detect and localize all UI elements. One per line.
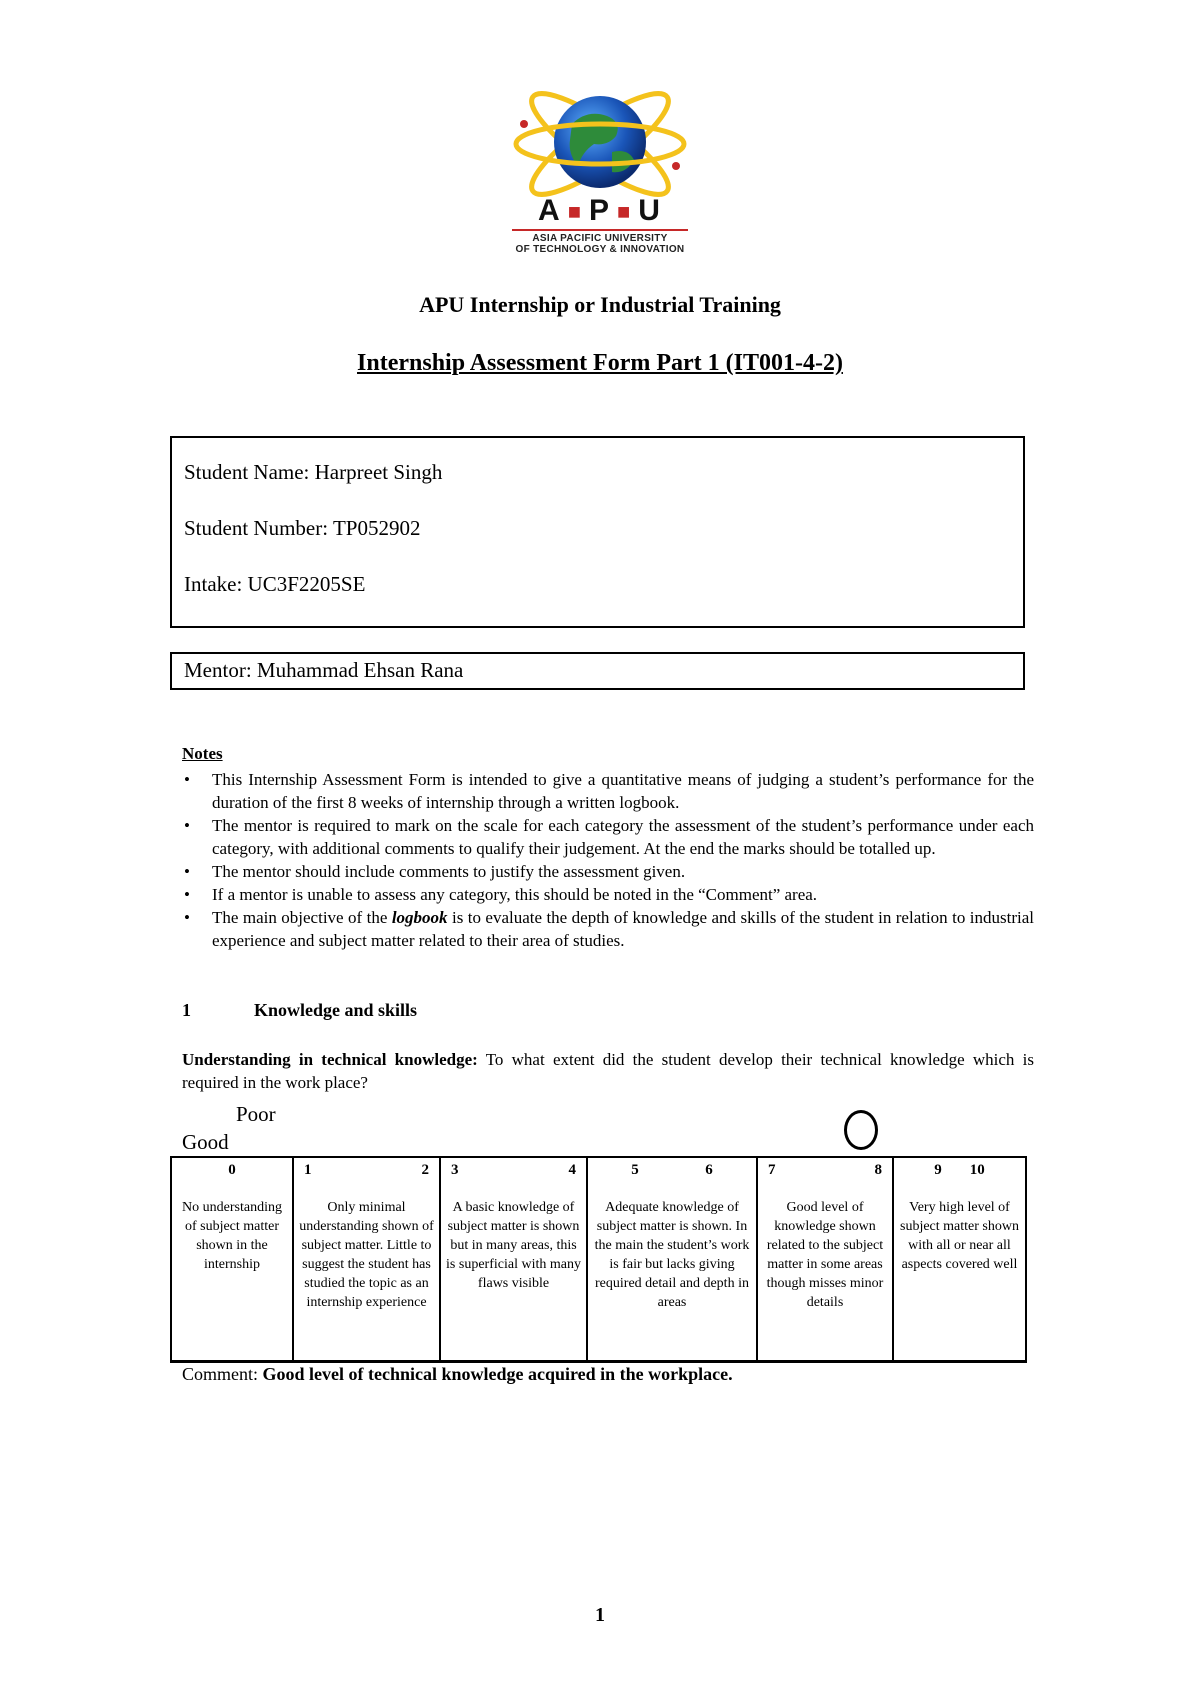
scale-cell-3-4[interactable]	[440, 1157, 587, 1362]
logo-letter-p: P	[588, 194, 611, 227]
globe-atom-icon	[512, 74, 688, 204]
bullet-icon: •	[184, 770, 190, 789]
scale-number: 2	[421, 1162, 429, 1178]
bullet-icon: •	[184, 885, 190, 904]
logo-divider	[512, 229, 688, 231]
logo-name-line2: OF TECHNOLOGY & INNOVATION	[515, 244, 685, 256]
note-text	[212, 906, 1034, 952]
mentor-box	[170, 652, 1025, 690]
logo-letters	[512, 196, 688, 227]
scale-description: Only minimal understanding shown of subject matter. Little to suggest the student has studied the topic as an internship experience	[299, 1200, 434, 1310]
student-name: Student Name: Harpreet Singh	[184, 460, 443, 484]
bullet-icon: •	[184, 862, 190, 881]
logo-wordmark	[512, 196, 688, 255]
scale-cell-9-10[interactable]	[893, 1157, 1026, 1362]
student-info-box	[170, 436, 1025, 628]
student-number: Student Number: TP052902	[184, 516, 421, 540]
logo-letter-u: U	[638, 194, 662, 227]
rating-scale-row	[171, 1157, 1026, 1362]
notes-list	[182, 768, 1034, 952]
scale-number: 9	[934, 1162, 942, 1178]
note-text-suffix: is to evaluate the depth of knowledge and skills of the student in relation to industrial experience and subject matter related to their area of studies.	[212, 908, 1034, 950]
note-text: If a mentor is unable to assess any category, this should be noted in the “Comment” area.	[212, 885, 818, 904]
scale-number: 4	[568, 1162, 576, 1178]
note-item	[182, 814, 1034, 860]
note-item	[182, 883, 1034, 906]
question-text	[182, 1048, 1034, 1094]
logo-dot: ■	[567, 199, 583, 225]
scale-number: 3	[451, 1162, 459, 1178]
note-item	[182, 860, 1034, 883]
scale-number: 7	[768, 1162, 776, 1178]
comment-label: Comment:	[182, 1364, 263, 1384]
bullet-icon: •	[184, 908, 190, 927]
notes-heading: Notes	[182, 744, 223, 763]
good-label: Good	[182, 1130, 229, 1154]
question-body: To what extent did the student develop their technical knowledge which is required in the work place?	[182, 1050, 1034, 1092]
scale-description: A basic knowledge of subject matter is shown but in many areas, this is superficial with many flaws visible	[446, 1200, 581, 1291]
scale-number: 10	[969, 1162, 985, 1178]
mentor-name: Mentor: Muhammad Ehsan Rana	[184, 658, 464, 682]
note-text-prefix: The main objective of the	[212, 908, 392, 927]
scale-cell-1-2[interactable]	[293, 1157, 440, 1362]
section-number: 1	[182, 1000, 191, 1020]
note-item	[182, 906, 1034, 952]
logo-letter-a: A	[538, 194, 562, 227]
scale-description: Good level of knowledge shown related to the subject matter in some areas though misses minor details	[766, 1200, 884, 1310]
scale-number: 6	[705, 1162, 713, 1178]
scale-cell-5-6[interactable]	[587, 1157, 757, 1362]
scale-cell-7-8[interactable]	[757, 1157, 893, 1362]
form-title: Internship Assessment Form Part 1 (IT001-4-2)	[357, 350, 843, 376]
bullet-icon: •	[184, 816, 190, 835]
logo-dot: ■	[617, 199, 633, 225]
scale-number: 0	[228, 1162, 236, 1178]
comment-value[interactable]: Good level of technical knowledge acquired in the workplace.	[262, 1364, 733, 1384]
page-number: 1	[595, 1604, 605, 1626]
scale-description: Adequate knowledge of subject matter is shown. In the main the student’s work is fair but lacks giving required detail and depth in areas	[594, 1200, 750, 1310]
page-title: APU Internship or Industrial Training	[419, 292, 781, 317]
note-text: The mentor should include comments to justify the assessment given.	[212, 862, 686, 881]
comment-line	[182, 1364, 733, 1385]
scale-description: Very high level of subject matter shown with all or near all aspects covered well	[900, 1200, 1019, 1272]
poor-label: Poor	[236, 1102, 276, 1126]
rating-scale-table	[170, 1156, 1027, 1363]
note-emphasis: logbook	[391, 908, 448, 927]
note-text: The mentor is required to mark on the scale for each category the assessment of the student’s performance under each category, with additional comments to qualify their judgement. At the end the marks should be totalled up.	[212, 816, 1034, 858]
student-intake: Intake: UC3F2205SE	[184, 572, 366, 596]
scale-description: No understanding of subject matter shown in the internship	[182, 1200, 282, 1272]
section-title: Knowledge and skills	[254, 1000, 418, 1020]
question-heading: Understanding in technical knowledge:	[182, 1050, 478, 1069]
note-text: This Internship Assessment Form is intended to give a quantitative means of judging a student’s performance for the duration of the first 8 weeks of internship through a written logbook.	[212, 770, 1034, 812]
note-item	[182, 768, 1034, 814]
logo-name-line1: ASIA PACIFIC UNIVERSITY	[532, 233, 668, 245]
selected-score-circle	[844, 1110, 878, 1150]
scale-number-selected: 8	[874, 1162, 882, 1178]
scale-number: 5	[631, 1162, 639, 1178]
scale-cell-0[interactable]	[171, 1157, 293, 1362]
scale-number: 1	[304, 1162, 312, 1178]
